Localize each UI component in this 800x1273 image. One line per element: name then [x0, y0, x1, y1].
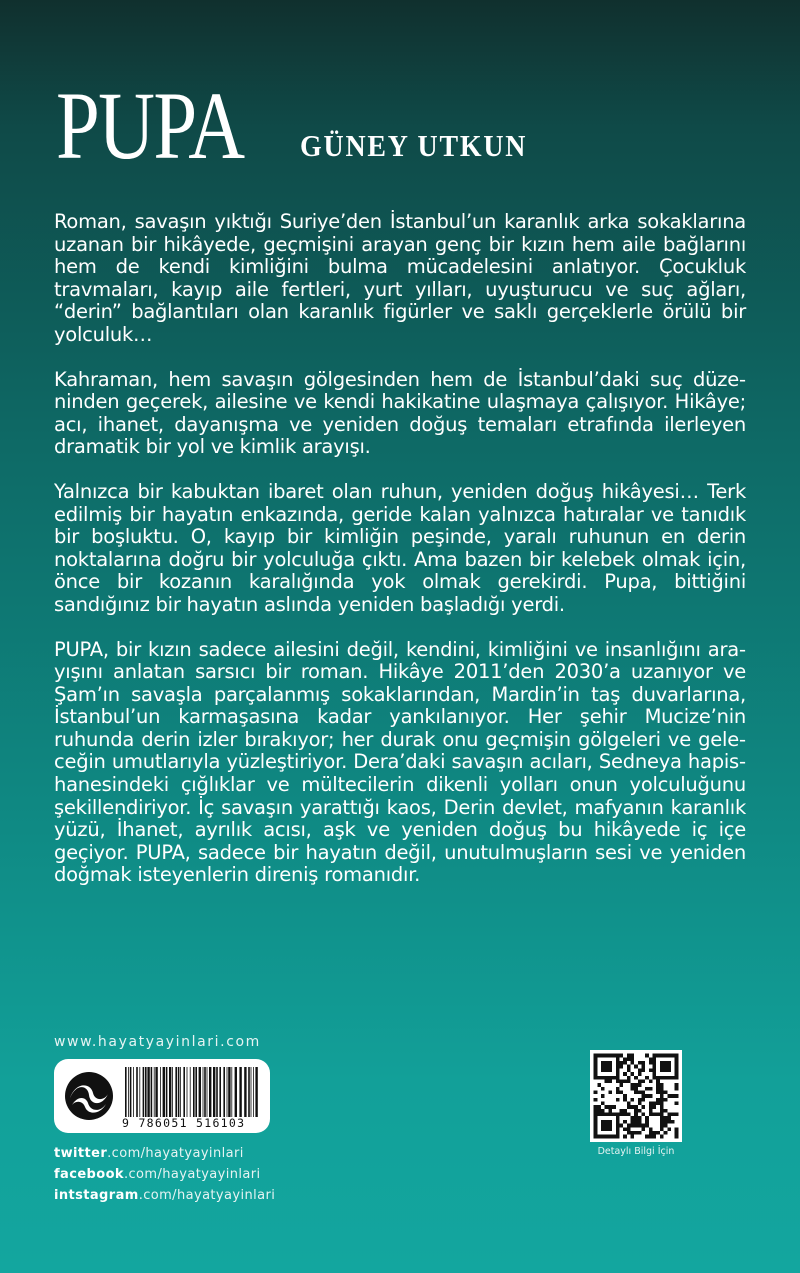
qr-module: [653, 1113, 657, 1117]
qr-module: [675, 1127, 679, 1131]
back-cover-blurb: [54, 211, 746, 909]
qr-module: [623, 1135, 627, 1139]
qr-finder-center: [601, 1061, 612, 1072]
qr-module: [616, 1087, 620, 1091]
barcode-bar: [143, 1067, 145, 1117]
qr-module: [594, 1109, 598, 1113]
qr-module: [660, 1083, 664, 1087]
qr-module: [619, 1079, 623, 1083]
qr-module: [634, 1113, 638, 1117]
qr-module: [645, 1094, 649, 1098]
barcode-bar: [227, 1067, 228, 1117]
social-platform: twitter: [54, 1146, 108, 1161]
qr-module: [627, 1127, 631, 1131]
qr-code[interactable]: [590, 1050, 682, 1142]
qr-module: [594, 1098, 598, 1102]
qr-module: [619, 1113, 623, 1117]
qr-module: [616, 1098, 620, 1102]
publisher-badge: [54, 1059, 270, 1133]
social-links: [54, 1143, 275, 1206]
qr-module: [660, 1127, 664, 1131]
qr-module: [623, 1120, 627, 1124]
qr-module: [623, 1127, 627, 1131]
qr-module: [645, 1087, 649, 1091]
social-path: .com/hayatyayinlari: [138, 1188, 276, 1203]
qr-module: [649, 1113, 653, 1117]
barcode-bar: [195, 1067, 197, 1117]
barcode-bar: [166, 1067, 168, 1117]
qr-module: [627, 1105, 631, 1109]
qr-module: [675, 1094, 679, 1098]
qr-module: [649, 1127, 653, 1131]
qr-module: [605, 1079, 609, 1083]
qr-module: [638, 1090, 642, 1094]
qr-module: [630, 1083, 634, 1087]
qr-module: [649, 1094, 653, 1098]
barcode-bar: [251, 1067, 252, 1117]
barcode-bar: [139, 1067, 140, 1117]
social-link-twitter[interactable]: [54, 1143, 275, 1164]
qr-module: [649, 1079, 653, 1083]
social-platform: facebook: [54, 1167, 124, 1182]
barcode-bar: [228, 1067, 230, 1117]
qr-module: [645, 1116, 649, 1120]
isbn-barcode: [124, 1067, 262, 1117]
qr-module: [597, 1105, 601, 1109]
barcode-bar: [255, 1067, 257, 1117]
qr-module: [671, 1120, 675, 1124]
qr-module: [660, 1109, 664, 1113]
qr-module: [601, 1109, 605, 1113]
qr-module: [608, 1090, 612, 1094]
qr-module: [664, 1116, 668, 1120]
qr-module: [653, 1102, 657, 1106]
qr-module: [638, 1124, 642, 1128]
qr-module: [638, 1083, 642, 1087]
qr-module: [619, 1065, 623, 1069]
qr-module: [645, 1124, 649, 1128]
qr-finder-center: [660, 1061, 671, 1072]
barcode-bar: [154, 1067, 155, 1117]
qr-module: [630, 1087, 634, 1091]
qr-module: [623, 1057, 627, 1061]
qr-module: [656, 1079, 660, 1083]
social-path: .com/hayatyayinlari: [107, 1146, 244, 1161]
qr-module: [660, 1098, 664, 1102]
qr-module: [623, 1079, 627, 1083]
qr-module: [660, 1105, 664, 1109]
qr-module: [642, 1127, 646, 1131]
qr-module: [660, 1087, 664, 1091]
qr-module: [642, 1061, 646, 1065]
barcode-bar: [155, 1067, 157, 1117]
qr-module: [660, 1094, 664, 1098]
barcode-bar: [207, 1067, 208, 1117]
barcode-bar: [216, 1067, 218, 1117]
qr-module: [638, 1072, 642, 1076]
qr-module: [638, 1109, 642, 1113]
publisher-website: www.hayatyayinlari.com: [54, 1034, 261, 1050]
barcode-bar: [178, 1067, 180, 1117]
barcode-bar: [235, 1067, 237, 1117]
qr-module: [619, 1109, 623, 1113]
publisher-logo-icon: [64, 1071, 114, 1121]
qr-module: [667, 1113, 671, 1117]
qr-module: [649, 1135, 653, 1139]
qr-module: [645, 1135, 649, 1139]
qr-module: [649, 1087, 653, 1091]
barcode-bar: [239, 1067, 241, 1117]
qr-module: [634, 1120, 638, 1124]
qr-module: [623, 1098, 627, 1102]
barcode-bar: [248, 1067, 250, 1117]
qr-module: [660, 1090, 664, 1094]
qr-module: [627, 1124, 631, 1128]
qr-module: [612, 1105, 616, 1109]
social-platform: intstagram: [54, 1188, 139, 1203]
qr-module: [656, 1090, 660, 1094]
barcode-bar: [244, 1067, 246, 1117]
book-title: PUPA: [56, 72, 244, 179]
qr-module: [649, 1061, 653, 1065]
qr-module: [627, 1068, 631, 1072]
social-path: .com/hayatyayinlari: [123, 1167, 261, 1182]
qr-module: [649, 1068, 653, 1072]
qr-module: [645, 1076, 649, 1080]
qr-module: [638, 1131, 642, 1135]
qr-module: [634, 1083, 638, 1087]
qr-module: [675, 1083, 679, 1087]
qr-module: [616, 1090, 620, 1094]
qr-module: [642, 1094, 646, 1098]
qr-module: [660, 1124, 664, 1128]
qr-module: [627, 1076, 631, 1080]
qr-module: [619, 1061, 623, 1065]
qr-module: [656, 1098, 660, 1102]
qr-module: [642, 1090, 646, 1094]
qr-module: [645, 1054, 649, 1058]
qr-module: [634, 1124, 638, 1128]
social-link-facebook[interactable]: [54, 1164, 275, 1185]
barcode-bar: [209, 1067, 211, 1117]
qr-module: [608, 1109, 612, 1113]
qr-module: [649, 1105, 653, 1109]
qr-module: [642, 1068, 646, 1072]
qr-module: [601, 1094, 605, 1098]
qr-module: [667, 1127, 671, 1131]
qr-module: [660, 1116, 664, 1120]
qr-module: [627, 1102, 631, 1106]
qr-module: [638, 1068, 642, 1072]
qr-module: [649, 1109, 653, 1113]
qr-module: [638, 1116, 642, 1120]
qr-module: [675, 1087, 679, 1091]
qr-module: [627, 1131, 631, 1135]
barcode-bar: [223, 1067, 225, 1117]
qr-module: [649, 1057, 653, 1061]
blurb-paragraph: Yalnızca bir kabuktan ibaret olan ruhun, yeniden doğuş hikâyesi… Terk edilmiş bir hayatın enkazında, geride kalan yalnızca hatıralar ve tanıdık bir boşluktu. O, kayıp bir kimliğin peşinde, yaralı ruhunun en derin noktalarına doğru bir yolculuğa çıktı. Ama bazen bir kelebek olmak için, önce bir kozanın karalığında yok olmak gerekirdi. Pupa, bittiğini sandığınız bir hayatın aslında yeniden başladığı yerdi.: [54, 479, 746, 616]
qr-module: [638, 1079, 642, 1083]
qr-module: [671, 1113, 675, 1117]
qr-module: [634, 1087, 638, 1091]
isbn-number: 9 786051 516103: [122, 1116, 246, 1130]
qr-module: [664, 1109, 668, 1113]
barcode-bar: [172, 1067, 173, 1117]
barcode-bar: [213, 1067, 215, 1117]
qr-module: [638, 1098, 642, 1102]
blurb-paragraph: PUPA, bir kızın sadece ailesini değil, kendini, kimliğini ve insanlığını arayışını anlatan sarsıcı bir roman. Hikâye 2011’den 2030’a uzanıyor ve Şam’ın savaşla parçalanmış sokaklarından, Mardin’in taş duvarlarına, İstanbul’un karmaşasına kadar yankılanıyor. Her şehir Mucize’nin ruhunda derin izler bırakıyor; her durak onu geçmişin gölgeleri ve geleceğin umutlarıyla yüzleştiriyor. Dera’daki savaşın acıları, Sedneya hapishanesindeki çığlıklar ve mültecilerin dikenli yolları onun yolculuğunu şekillendiriyor. İç savaşın yarattığı kaos, Derin devlet, mafyanın karanlık yüzü, İhanet, ayrılık acısı, aşk ve yeniden doğuş bu hikâyede iç içe geçiyor. PUPA, sadece bir hayatın değil, unutulmuşların sesi ve yeniden doğmak isteyenlerin direniş romanıdır.: [54, 637, 746, 887]
qr-module: [664, 1131, 668, 1135]
qr-module: [627, 1079, 631, 1083]
qr-module: [608, 1079, 612, 1083]
qr-module: [667, 1116, 671, 1120]
qr-module: [660, 1120, 664, 1124]
qr-module: [619, 1083, 623, 1087]
barcode-bar: [136, 1067, 138, 1117]
qr-module: [601, 1087, 605, 1091]
qr-module: [630, 1061, 634, 1065]
qr-module: [619, 1090, 623, 1094]
qr-module: [642, 1105, 646, 1109]
qr-module: [627, 1113, 631, 1117]
qr-module: [642, 1113, 646, 1117]
qr-module: [634, 1116, 638, 1120]
qr-module: [594, 1105, 598, 1109]
qr-module: [638, 1061, 642, 1065]
social-link-instagram[interactable]: [54, 1185, 275, 1206]
qr-module: [630, 1105, 634, 1109]
barcode-bar: [169, 1067, 171, 1117]
barcode-bar: [151, 1067, 153, 1117]
qr-module: [642, 1098, 646, 1102]
qr-module: [630, 1057, 634, 1061]
barcode-bar: [199, 1067, 201, 1117]
qr-module: [656, 1083, 660, 1087]
qr-caption: Detaylı Bilgi İçin: [597, 1146, 675, 1157]
qr-module: [675, 1135, 679, 1139]
qr-module: [653, 1135, 657, 1139]
barcode-bar: [203, 1067, 204, 1117]
barcode-bar: [147, 1067, 149, 1117]
qr-module: [649, 1102, 653, 1106]
qr-module: [642, 1079, 646, 1083]
barcode-bar: [175, 1067, 177, 1117]
qr-module: [660, 1135, 664, 1139]
barcode-bar: [219, 1067, 221, 1117]
qr-module: [634, 1131, 638, 1135]
barcode-bar: [130, 1067, 132, 1117]
qr-module: [675, 1102, 679, 1106]
qr-module: [642, 1065, 646, 1069]
qr-module: [627, 1065, 631, 1069]
barcode-bar: [128, 1067, 129, 1117]
barcode-bar: [193, 1067, 195, 1117]
qr-module: [642, 1124, 646, 1128]
qr-module: [653, 1131, 657, 1135]
barcode-bar: [133, 1067, 134, 1117]
barcode-bar: [190, 1067, 191, 1117]
qr-module: [638, 1102, 642, 1106]
qr-module: [638, 1120, 642, 1124]
qr-module: [634, 1105, 638, 1109]
barcode-bar: [187, 1067, 188, 1117]
qr-module: [627, 1054, 631, 1058]
qr-module: [667, 1094, 671, 1098]
qr-module: [634, 1065, 638, 1069]
qr-module: [627, 1057, 631, 1061]
qr-module: [619, 1054, 623, 1058]
qr-module: [623, 1113, 627, 1117]
qr-module: [619, 1124, 623, 1128]
qr-module: [623, 1109, 627, 1113]
qr-module: [653, 1105, 657, 1109]
barcode-bar: [180, 1067, 181, 1117]
barcode-bar: [163, 1067, 165, 1117]
qr-module: [634, 1109, 638, 1113]
qr-module: [597, 1109, 601, 1113]
barcode-bar: [125, 1067, 127, 1117]
blurb-paragraph: Roman, savaşın yıktığı Suriye’den İstanbul’un karanlık arka sokaklarına uzanan bir hikâyede, geçmişini arayan genç bir kızın hem aile bağlarını hem de kendi kimliğini bulma mücadelesini anlatıyor. Çocukluk travmaları, kayıp aile fertleri, yurt yılları, uyuşturucu ve suç ağları, “derin” bağlantıları olan karanlık figürler ve saklı gerçeklerle örülü bir yolculuk…: [54, 210, 746, 346]
barcode-bar: [183, 1067, 185, 1117]
qr-module: [623, 1094, 627, 1098]
qr-module: [616, 1079, 620, 1083]
qr-module: [597, 1083, 601, 1087]
qr-module: [630, 1072, 634, 1076]
qr-module: [630, 1120, 634, 1124]
qr-module: [630, 1131, 634, 1135]
qr-module: [656, 1087, 660, 1091]
qr-module: [630, 1098, 634, 1102]
qr-module: [656, 1102, 660, 1106]
qr-module: [660, 1102, 664, 1106]
qr-module: [634, 1090, 638, 1094]
qr-module: [664, 1098, 668, 1102]
qr-module: [630, 1054, 634, 1058]
qr-module: [656, 1113, 660, 1117]
qr-module: [656, 1131, 660, 1135]
qr-finder-center: [601, 1120, 612, 1131]
qr-module: [671, 1094, 675, 1098]
qr-module: [630, 1124, 634, 1128]
blurb-paragraph: Kahraman, hem savaşın gölgesinden hem de İstanbul’daki suç düzeninden geçerek, ailesine ve kendi hakikatine ulaşmaya çalışıyor. Hikâye; acı, ihanet, dayanışma ve yeniden doğuş temaları etrafında ilerleyen dramatik bir yol ve kimlik arayışı.: [54, 367, 746, 459]
barcode-bar: [253, 1067, 254, 1117]
qr-module: [623, 1072, 627, 1076]
qr-module: [645, 1120, 649, 1124]
qr-module: [660, 1113, 664, 1117]
barcode-bar: [204, 1067, 206, 1117]
qr-module: [601, 1102, 605, 1106]
barcode-bar: [160, 1067, 161, 1117]
qr-module: [594, 1090, 598, 1094]
qr-module: [630, 1135, 634, 1139]
author-name: GÜNEY UTKUN: [300, 128, 528, 163]
qr-module: [630, 1116, 634, 1120]
barcode-bar: [231, 1067, 232, 1117]
qr-module: [649, 1131, 653, 1135]
qr-module: [675, 1113, 679, 1117]
qr-module: [623, 1061, 627, 1065]
qr-module: [664, 1120, 668, 1124]
qr-module: [605, 1105, 609, 1109]
qr-module: [675, 1131, 679, 1135]
qr-module: [634, 1076, 638, 1080]
qr-module: [667, 1120, 671, 1124]
qr-module: [608, 1105, 612, 1109]
qr-module: [664, 1090, 668, 1094]
barcode-bar: [145, 1067, 147, 1117]
qr-module: [664, 1124, 668, 1128]
